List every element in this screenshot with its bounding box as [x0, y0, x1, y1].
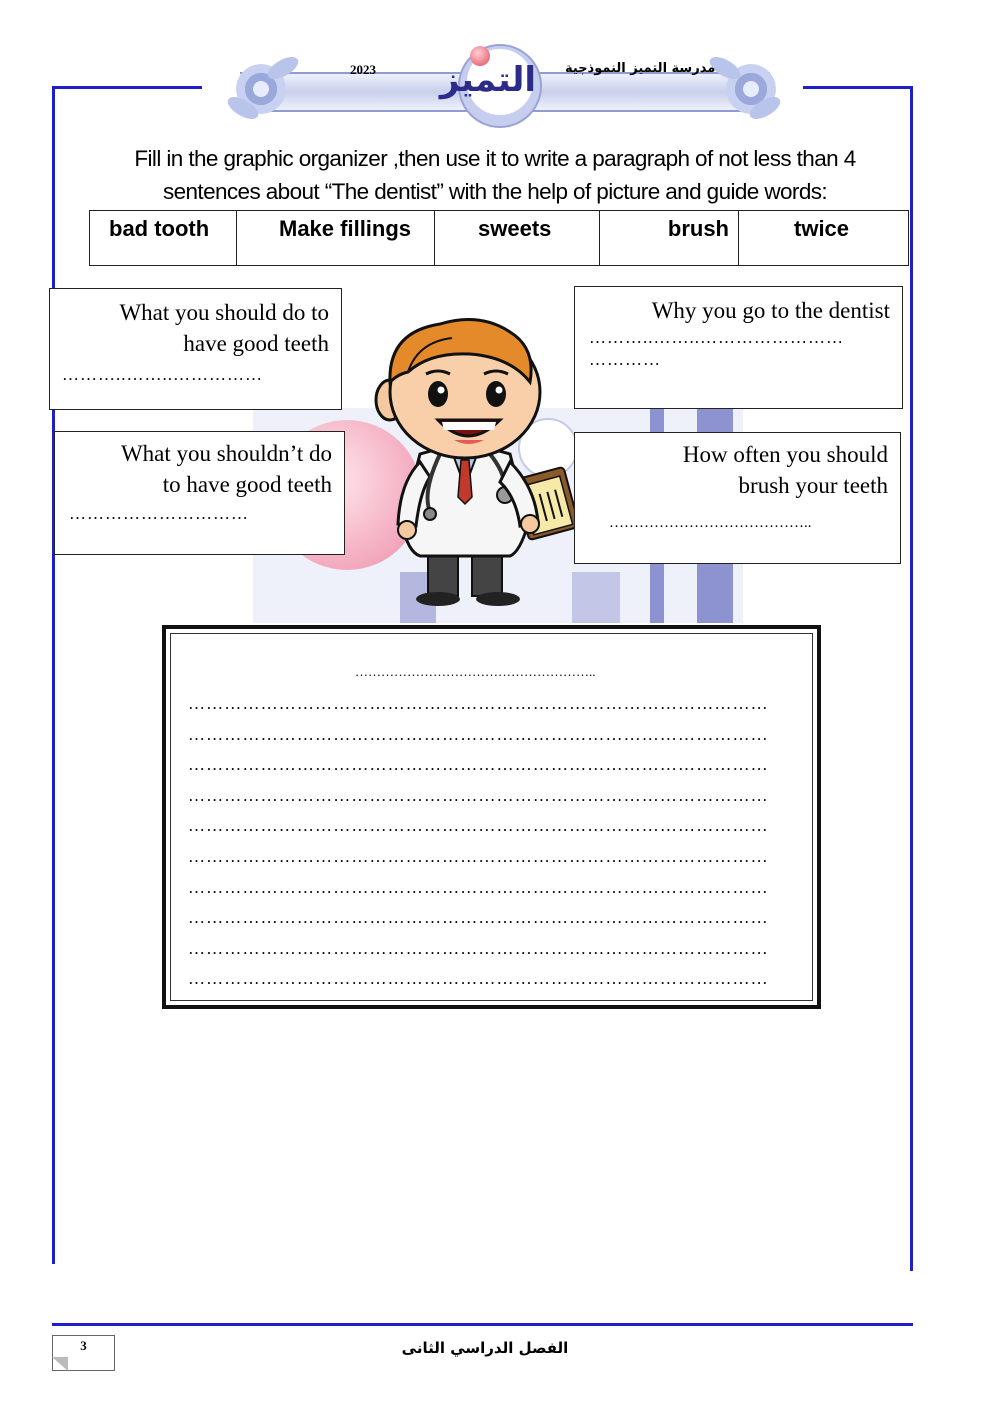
guide-word-cell: sweets — [435, 211, 600, 265]
frame-right-line — [910, 86, 913, 1271]
school-name: مدرسة التميز النموذجية — [565, 61, 716, 76]
footer-term: الفصل الدراسي الثانى — [401, 1339, 569, 1357]
answer-dots[interactable]: ………………………… — [69, 504, 249, 523]
frame-top-left-line — [52, 86, 202, 89]
page-number: 3 — [80, 1338, 87, 1353]
guide-words-table — [89, 210, 909, 266]
box-title-line: brush your teeth — [738, 473, 888, 498]
organizer-box-why-dentist — [574, 286, 903, 409]
box-title-line: What you shouldn’t do — [120, 441, 332, 466]
box-title-line: How often you should — [682, 442, 888, 467]
answer-dots[interactable]: ………… — [589, 350, 661, 369]
answer-dots[interactable]: ………………………………….. — [609, 515, 812, 531]
box-title-line: to have good teeth — [162, 472, 332, 497]
instructions-line-1: Fill in the graphic organizer ,then use it to write a paragraph of not less than 4 — [134, 146, 856, 171]
footer-divider — [52, 1323, 913, 1326]
organizer-box-should-do — [49, 288, 342, 410]
organizer-box-how-often — [574, 432, 901, 564]
box-title-line: have good teeth — [183, 331, 329, 356]
answer-dots[interactable]: ………..……..…………… — [62, 365, 263, 384]
paragraph-writing-lines — [188, 694, 803, 1000]
writing-line[interactable]: …………………………………………………………………………………… — [188, 846, 769, 866]
box-title-line: Why you go to the dentist — [651, 298, 890, 323]
writing-line[interactable]: …………………………………………………………………………………… — [188, 969, 769, 989]
page-fold-icon — [52, 1357, 68, 1371]
guide-word-cell: Make fillings — [237, 211, 435, 265]
answer-dots[interactable]: ………..……..…………………… — [589, 328, 844, 347]
guide-word-cell: brush — [600, 211, 739, 265]
box-title-line: What you should do to — [119, 300, 329, 325]
writing-line[interactable]: …………………………………………………………………………………… — [188, 877, 769, 897]
writing-line[interactable]: …………………………………………………………………………………… — [188, 816, 769, 836]
guide-word-cell: bad tooth — [90, 211, 237, 265]
instructions — [80, 142, 910, 208]
writing-line[interactable]: …………………………………………………………………………………… — [188, 938, 769, 958]
instructions-line-2: sentences about “The dentist” with the help of picture and guide words: — [162, 179, 828, 204]
writing-line[interactable]: …………………………………………………………………………………… — [188, 694, 769, 713]
frame-left-line — [52, 86, 55, 1264]
organizer-box-shouldnt-do — [54, 431, 345, 555]
writing-line[interactable]: …………………………………………………………………………………… — [188, 785, 769, 805]
header-year: 2023 — [350, 62, 376, 77]
frame-top-right-line — [803, 86, 913, 89]
guide-word-cell: twice — [794, 216, 850, 241]
logo-text: التميز — [439, 60, 536, 100]
dentist-illustration — [360, 312, 585, 607]
writing-line[interactable]: …………………………………………………………………………………… — [188, 724, 769, 744]
writing-line[interactable]: …………………………………………………………………………………… — [188, 908, 769, 928]
paragraph-title-line[interactable]: ……………………………………………….. — [355, 664, 596, 679]
writing-line[interactable]: …………………………………………………………………………………… — [188, 755, 769, 775]
